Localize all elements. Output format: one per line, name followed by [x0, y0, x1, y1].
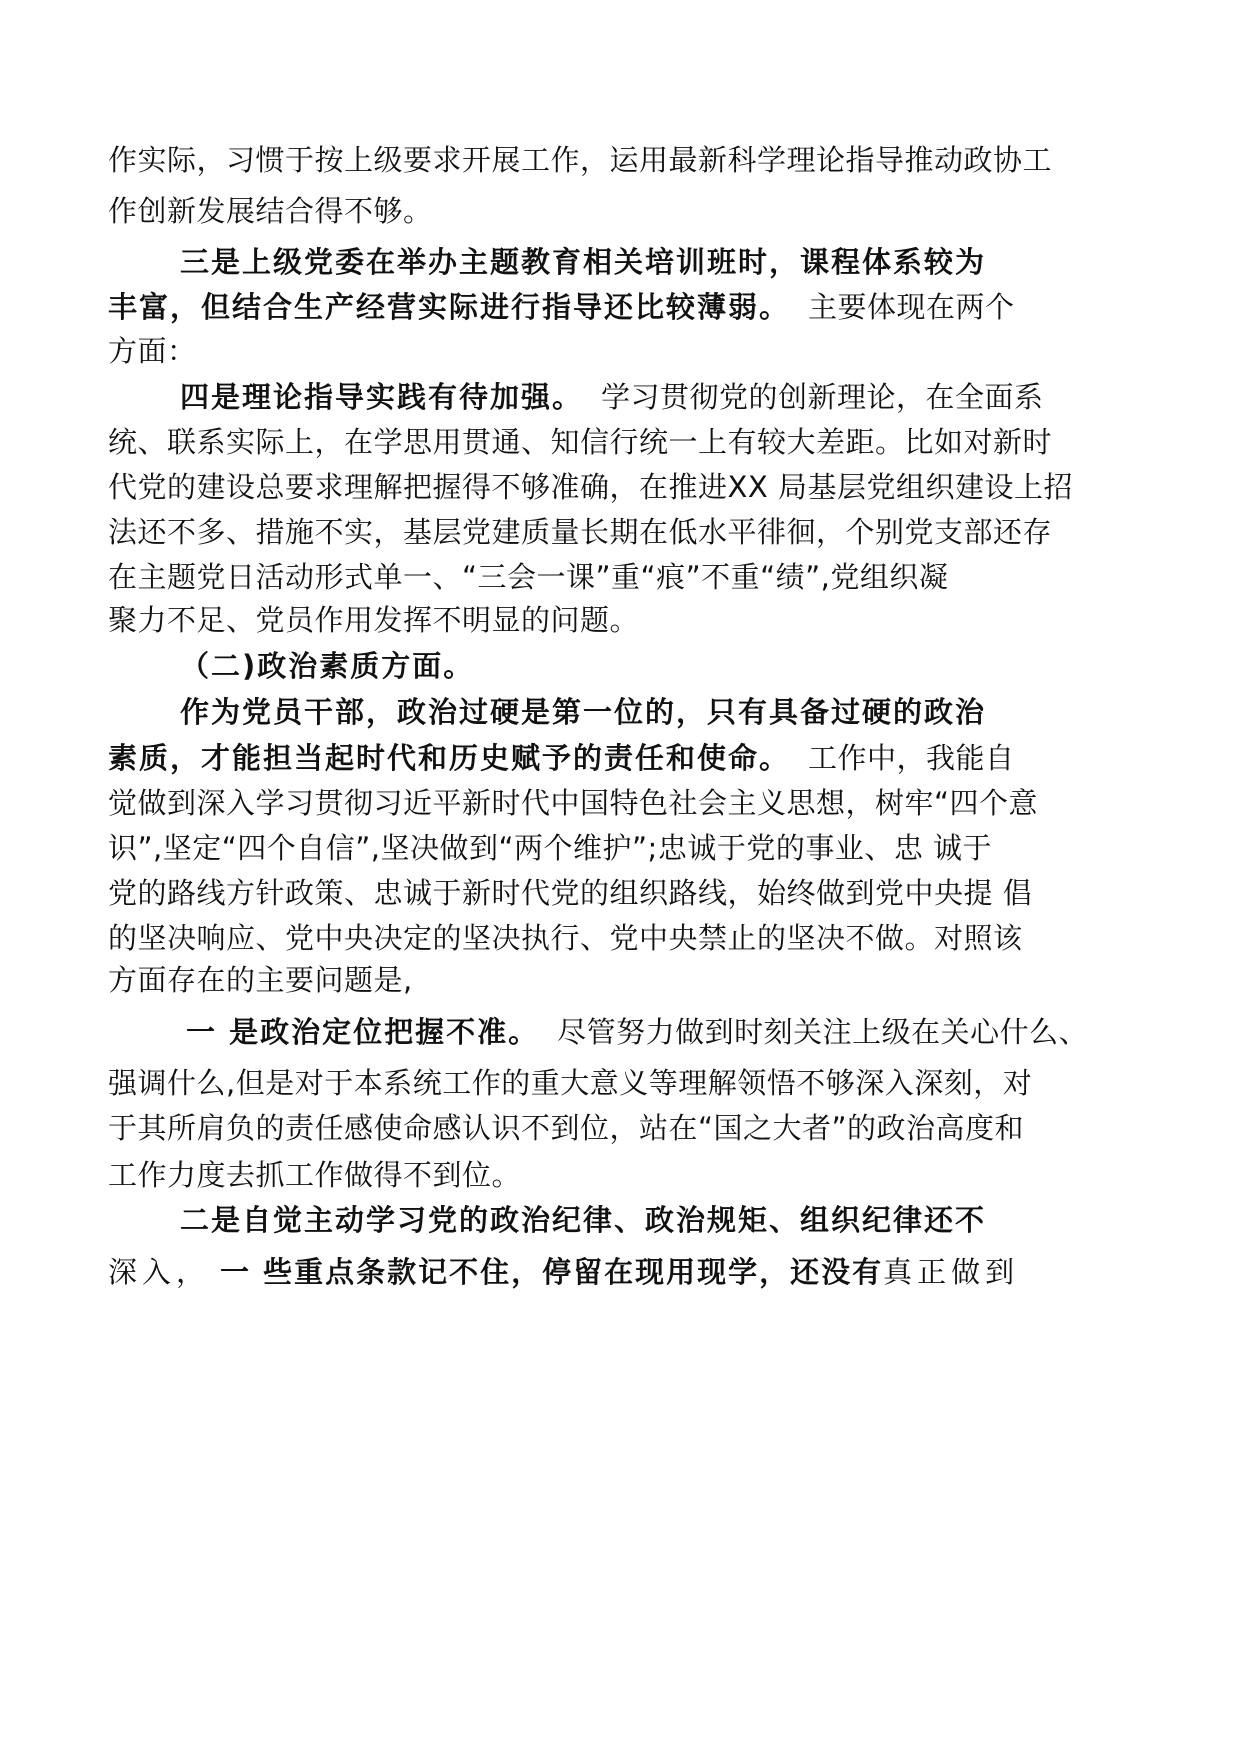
- paragraph-line: [108, 140, 1052, 180]
- heading-text: 丰富，但结合生产经营实际进行指导还比较薄弱。: [108, 290, 791, 324]
- paragraph-line: [108, 1252, 1019, 1292]
- body-text: 在主题党日活动形式单一、“三会一课”重“痕”不重“绩”,党组织凝: [108, 560, 949, 594]
- paragraph-line: [186, 1012, 1088, 1052]
- body-text: 作创新发展结合得不够。: [108, 194, 433, 228]
- heading-text: 作为党员干部，政治过硬是第一位的，只有具备过硬的政治: [180, 695, 987, 729]
- paragraph-line: [108, 422, 1052, 462]
- paragraph-line: [108, 738, 1015, 778]
- paragraph-line: [108, 783, 1038, 823]
- heading-text: 四是理论指导实践有待加强。: [180, 380, 584, 414]
- section-heading: [180, 646, 474, 686]
- paragraph-line: [108, 512, 1052, 552]
- paragraph-line: [108, 1155, 521, 1195]
- body-text: 觉做到深入学习贯彻习近平新时代中国特色社会主义思想，树牢“四个意: [108, 786, 1039, 820]
- body-text: 主要体现在两个: [808, 290, 1015, 324]
- body-text: 统、联系实际上，在学思用贯通、知信行统一上有较大差距。比如对新时: [108, 425, 1053, 459]
- body-text: 的坚决响应、党中央决定的坚决执行、党中央禁止的坚决不做。对照该: [108, 921, 1023, 955]
- body-text: 学习贯彻党的创新理论，在全面系: [601, 380, 1044, 414]
- body-text: 党的路线方针政策、忠诚于新时代党的组织路线，始终做到党中央提 倡: [108, 876, 1033, 910]
- body-text: 代党的建设总要求理解把握得不够准确，在推进XX 局基层党组织建设上招: [108, 470, 1073, 504]
- paragraph-line: [180, 692, 986, 732]
- paragraph-line: [108, 1063, 1032, 1103]
- heading-text: 素质，才能担当起时代和历史赋予的责任和使命。: [108, 741, 791, 775]
- body-text: 深入，: [108, 1255, 211, 1289]
- heading-text: 三是上级党委在举办主题教育相关培训班时，课程体系较为: [180, 245, 987, 279]
- body-text: 强调什么,但是对于本系统工作的重大意义等理解领悟不够深入深刻，对: [108, 1066, 1033, 1100]
- heading-text: 一 是政治定位把握不准。: [186, 1015, 540, 1049]
- body-text: 方面存在的主要问题是,: [108, 963, 413, 997]
- heading-text: 一 些重点条款记不住，停留在现用现学，还没有: [220, 1255, 884, 1289]
- paragraph-line: [108, 873, 1032, 913]
- body-text: 尽管努力做到时刻关注上级在关心什么、: [557, 1015, 1089, 1049]
- paragraph-line: [108, 828, 992, 868]
- paragraph-line: [180, 242, 986, 282]
- body-text: 真正做到: [883, 1255, 1020, 1289]
- heading-text: （二)政治素质方面。: [180, 649, 475, 683]
- paragraph-line: [108, 331, 197, 371]
- paragraph-line: [108, 1108, 1024, 1148]
- paragraph-line: [180, 377, 1044, 417]
- paragraph-line: [108, 918, 1023, 958]
- body-text: 聚力不足、党员作用发挥不明显的问题。: [108, 603, 640, 637]
- body-text: 方面：: [108, 334, 197, 368]
- body-text: 于其所肩负的责任感使命感认识不到位，站在“国之大者”的政治高度和: [108, 1111, 1025, 1145]
- body-text: 作实际，习惯于按上级要求开展工作，运用最新科学理论指导推动政协工: [108, 143, 1053, 177]
- body-text: 工作中，我能自: [808, 741, 1015, 775]
- paragraph-line: [108, 191, 433, 231]
- paragraph-line: [108, 467, 1073, 507]
- paragraph-line: [108, 557, 948, 597]
- body-text: 工作力度去抓工作做得不到位。: [108, 1158, 522, 1192]
- paragraph-line: [180, 1200, 986, 1240]
- body-text: 识”,坚定“四个自信”,坚决做到“两个维护”;忠诚于党的事业、忠 诚于: [108, 831, 993, 865]
- paragraph-line: [108, 600, 639, 640]
- heading-text: 二是自觉主动学习党的政治纪律、政治规矩、组织纪律还不: [180, 1203, 987, 1237]
- paragraph-line: [108, 287, 1015, 327]
- body-text: 法还不多、措施不实，基层党建质量长期在低水平徘徊，个别党支部还存: [108, 515, 1053, 549]
- paragraph-line: [108, 960, 413, 1000]
